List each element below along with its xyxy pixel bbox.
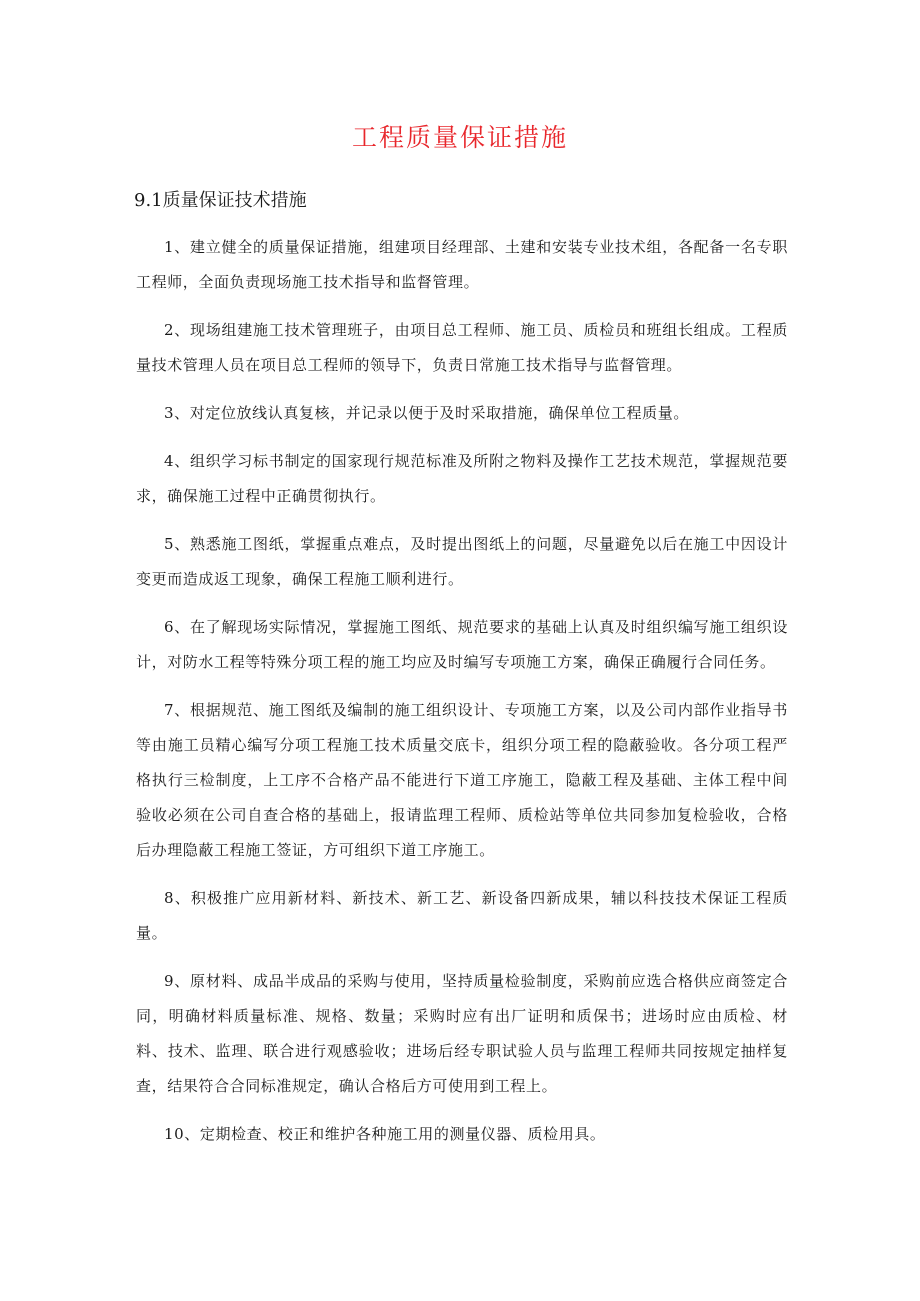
paragraph-8: 8、积极推广应用新材料、新技术、新工艺、新设备四新成果，辅以科技技术保证工程质量。: [136, 889, 788, 942]
paragraph-7: 7、根据规范、施工图纸及编制的施工组织设计、专项施工方案，以及公司内部作业指导书等由施工员精心编写分项工程施工技术质量交底卡，组织分项工程的隐蔽验收。各分项工程严格执行三检制度，上工序不合格产品不能进行下道工序施工，隐蔽工程及基础、主体工程中间验收必须在公司自查合格的基础上，报请监理工程师、质检站等单位共同参加复检验收，合格后办理隐蔽工程施工签证，方可组织下道工序施工。: [136, 701, 788, 859]
document-title: 工程质量保证措施: [351, 123, 568, 152]
body-text: [136, 230, 788, 1165]
paragraph-6: 6、在了解现场实际情况，掌握施工图纸、规范要求的基础上认真及时组织编写施工组织设计，对防水工程等特殊分项工程的施工均应及时编写专项施工方案，确保正确履行合同任务。: [136, 618, 788, 671]
paragraph-9: 9、原材料、成品半成品的采购与使用，坚持质量检验制度，采购前应选合格供应商签定合同，明确材料质量标准、规格、数量；采购时应有出厂证明和质保书；进场时应由质检、材料、技术、监理、联合进行观感验收；进场后经专职试验人员与监理工程师共同按规定抽样复查，结果符合合同标准规定，确认合格后方可使用到工程上。: [136, 972, 788, 1095]
paragraph-1: 1、建立健全的质量保证措施，组建项目经理部、土建和安装专业技术组，各配备一名专职工程师，全面负责现场施工技术指导和监督管理。: [136, 238, 788, 291]
paragraph-3: 3、对定位放线认真复核，并记录以便于及时采取措施，确保单位工程质量。: [164, 404, 689, 422]
paragraph-5: 5、熟悉施工图纸，掌握重点难点，及时提出图纸上的问题，尽量避免以后在施工中因设计变更而造成返工现象，确保工程施工顺利进行。: [136, 535, 788, 588]
paragraph-4: 4、组织学习标书制定的国家现行规范标准及所附之物料及操作工艺技术规范，掌握规范要求，确保施工过程中正确贯彻执行。: [136, 452, 788, 505]
paragraph-2: 2、现场组建施工技术管理班子，由项目总工程师、施工员、质检员和班组长组成。工程质量技术管理人员在项目总工程师的领导下，负责日常施工技术指导与监督管理。: [136, 321, 788, 374]
paragraph-10: 10、定期检查、校正和维护各种施工用的测量仪器、质检用具。: [164, 1125, 606, 1143]
section-heading: 9.1质量保证技术措施: [134, 190, 307, 211]
